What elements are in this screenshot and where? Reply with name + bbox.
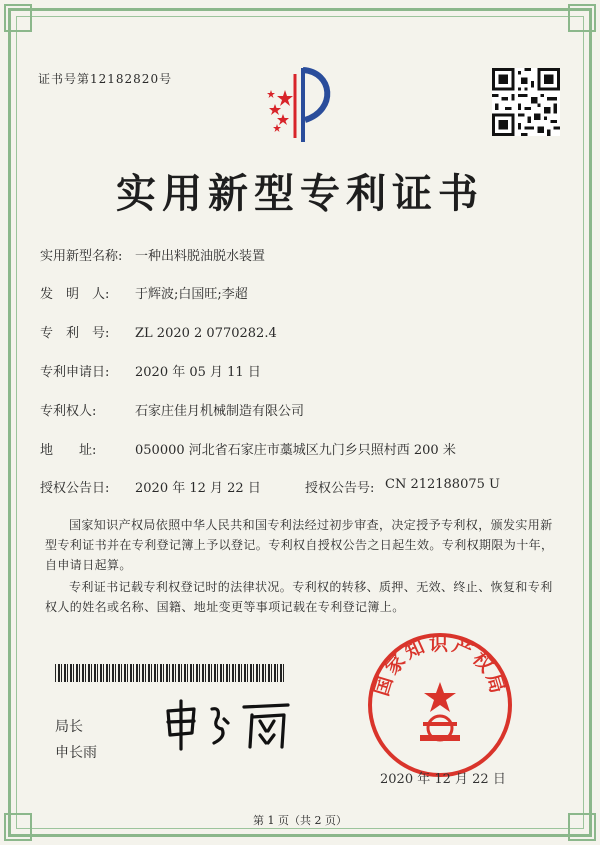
field-value: 2020 年 12 月 22 日	[135, 481, 261, 496]
field-label: 地 址:	[40, 443, 97, 458]
barcode	[55, 664, 285, 682]
field-address	[40, 439, 456, 458]
field-value: 于辉波;白国旺;李超	[135, 287, 248, 302]
seal-date: 2020 年 12 月 22 日	[380, 772, 506, 787]
official-seal	[365, 630, 515, 780]
field-label: 授权公告日:	[40, 481, 110, 496]
field-label: 实用新型名称:	[40, 249, 123, 264]
corner-ornament	[4, 4, 32, 32]
corner-ornament	[568, 4, 596, 32]
field-value: 2020 年 05 月 11 日	[135, 365, 261, 380]
field-value: 050000 河北省石家庄市藁城区九门乡只照村西 200 米	[135, 443, 456, 458]
certificate-number: 证书号第12182820号	[38, 72, 173, 86]
field-value: 石家庄佳月机械制造有限公司	[135, 404, 305, 419]
field-inventor	[40, 283, 248, 302]
field-grant-announcement	[40, 477, 500, 496]
seal-text: 国家知识产权局	[370, 632, 510, 699]
cnipa-logo	[255, 60, 345, 150]
field-value: CN 212188075 U	[385, 477, 500, 492]
field-patent-number	[40, 322, 277, 341]
field-label: 专 利 号:	[40, 326, 110, 341]
paragraph-legal-status: 专利证书记载专利权登记时的法律状况。专利权的转移、质押、无效、终止、恢复和专利权人的姓名或名称、国籍、地址变更等事项记载在专利登记簿上。	[45, 580, 553, 614]
field-label: 授权公告号:	[305, 481, 375, 496]
field-value: 一种出料脱油脱水装置	[135, 249, 266, 264]
field-label: 专利申请日:	[40, 365, 110, 380]
field-value: ZL 2020 2 0770282.4	[135, 326, 277, 341]
director-title: 局长	[55, 719, 83, 735]
field-patentee	[40, 400, 304, 419]
certificate-title: 实用新型专利证书	[116, 170, 484, 217]
page-number: 第 1 页（共 2 页）	[253, 814, 347, 827]
field-label: 专利权人:	[40, 404, 97, 419]
field-filing-date	[40, 361, 261, 380]
paragraph-grant-statement: 国家知识产权局依照中华人民共和国专利法经过初步审查，决定授予专利权，颁发实用新型专利证书并在专利登记簿上予以登记。专利权自授权公告之日起生效。专利权期限为十年，自申请日起算。	[45, 518, 554, 572]
qr-code	[492, 68, 560, 136]
field-utility-model-name	[40, 245, 265, 264]
director-signature	[160, 697, 300, 752]
field-label: 发 明 人:	[40, 287, 110, 302]
director-name: 申长雨	[55, 745, 97, 761]
